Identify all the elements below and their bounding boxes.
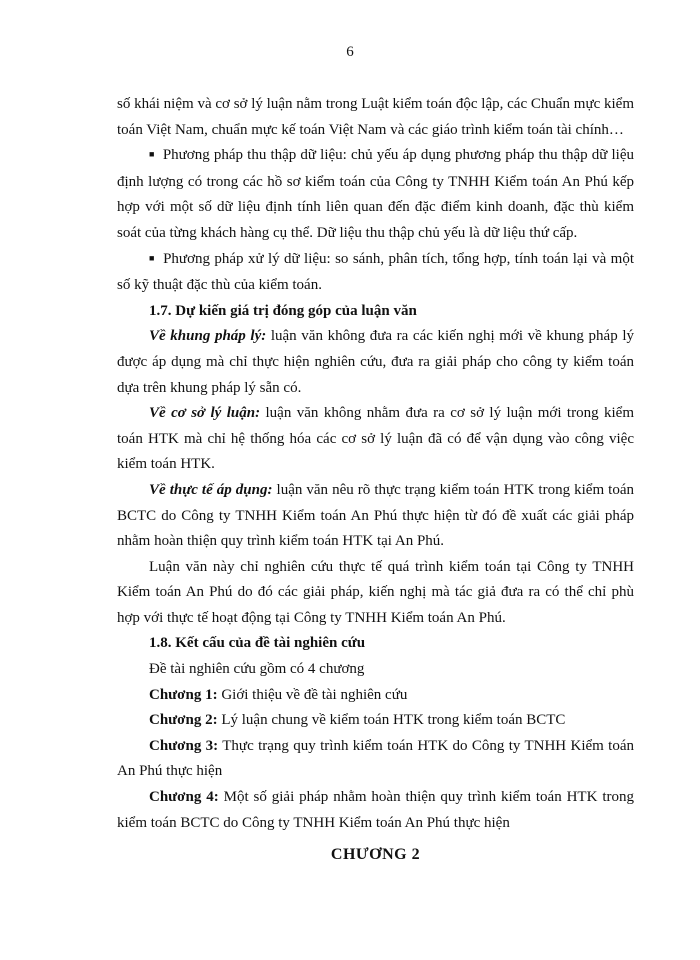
structure-intro: Đề tài nghiên cứu gồm có 4 chương (149, 661, 365, 678)
chapter-text: Một số giải pháp nhằm hoàn thiện quy trình kiểm toán HTK trong kiểm toán BCTC do Công ty TNHH Kiểm toán An Phú thực hiện (117, 789, 634, 831)
chapter-label: Chương 4: (149, 789, 219, 806)
chapter-text: Giới thiệu về đề tài nghiên cứu (217, 686, 408, 703)
paragraph-lead: Về cơ sở lý luận: (149, 405, 261, 422)
paragraph-text: luận văn không nhằm đưa ra cơ sở lý luận mới trong kiểm toán HTK mà chỉ hệ thống hóa các cơ sở lý luận đã có để vận dụng vào công việc kiểm toán HTK. (117, 405, 634, 473)
chapter-label: Chương 2: (149, 712, 218, 729)
page-number: 6 (346, 44, 354, 60)
section-heading-1-7: 1.7. Dự kiến giá trị đóng góp của luận văn (149, 302, 417, 319)
bullet-data-collection (117, 143, 634, 246)
paragraph-scope: Luận văn này chỉ nghiên cứu thực tế quá trình kiểm toán tại Công ty TNHH Kiểm toán An Phú do đó các giải pháp, kiến nghị mà tác giả đưa ra có thể chỉ phù hợp với thực tế hoạt động tại Công ty TNHH Kiểm toán An Phú. (117, 558, 634, 626)
paragraph-lead: Về khung pháp lý: (149, 328, 267, 345)
bullet-text: Phương pháp thu thập dữ liệu: chủ yếu áp dụng phương pháp thu thập dữ liệu định lượng có trong các hồ sơ kiểm toán của Công ty TNHH Kiểm toán An Phú kếp hợp với một số dữ liệu định tính liên quan đến đặc điểm kinh doanh, đặc thù kiểm soát của từng khách hàng cụ thể. Dữ liệu thu thập chủ yếu là dữ liệu thứ cấp. (117, 147, 635, 241)
chapter-item (117, 708, 634, 734)
paragraph-theory (117, 401, 634, 478)
chapter-item (117, 785, 634, 836)
paragraph-text: luận văn không đưa ra các kiến nghị mới về khung pháp lý được áp dụng mà chỉ thực hiện nghiên cứu, đưa ra giải pháp cho công ty kiểm toán dựa trên khung pháp lý sẵn có. (117, 328, 634, 396)
intro-paragraph: số khái niệm và cơ sở lý luận nằm trong Luật kiểm toán độc lập, các Chuẩn mực kiểm toán Việt Nam, chuẩn mực kế toán Việt Nam và các giáo trình kiểm toán tài chính… (117, 96, 634, 138)
chapter-label: Chương 3: (149, 737, 219, 754)
section-heading-1-8: 1.8. Kết cấu của đề tài nghiên cứu (149, 635, 366, 652)
chapter-item (117, 734, 634, 785)
bullet-text: Phương pháp xử lý dữ liệu: so sánh, phân tích, tổng hợp, tính toán lại và một số kỹ thuật đặc thù của kiểm toán. (117, 250, 635, 294)
bullet-data-processing (117, 247, 634, 299)
square-bullet-icon: ■ (149, 252, 156, 263)
paragraph-text: luận văn nêu rõ thực trạng kiểm toán HTK trong kiểm toán BCTC do Công ty TNHH Kiểm toán An Phú thực hiện từ đó đề xuất các giải pháp nhằm hoàn thiện quy trình kiểm toán HTK tại An Phú. (117, 481, 634, 550)
document-body (117, 92, 634, 868)
chapter-label: Chương 1: (149, 686, 218, 703)
chapter-text: Thực trạng quy trình kiểm toán HTK do Công ty TNHH Kiểm toán An Phú thực hiện (117, 737, 635, 780)
chapter-item (117, 683, 634, 709)
paragraph-legal-framework (117, 324, 634, 401)
paragraph-practice (117, 478, 634, 555)
square-bullet-icon: ■ (149, 149, 155, 160)
paragraph-lead: Về thực tế áp dụng: (149, 481, 273, 498)
chapter-text: Lý luận chung về kiểm toán HTK trong kiểm toán BCTC (217, 712, 566, 729)
chapter-title: CHƯƠNG 2 (330, 846, 421, 864)
